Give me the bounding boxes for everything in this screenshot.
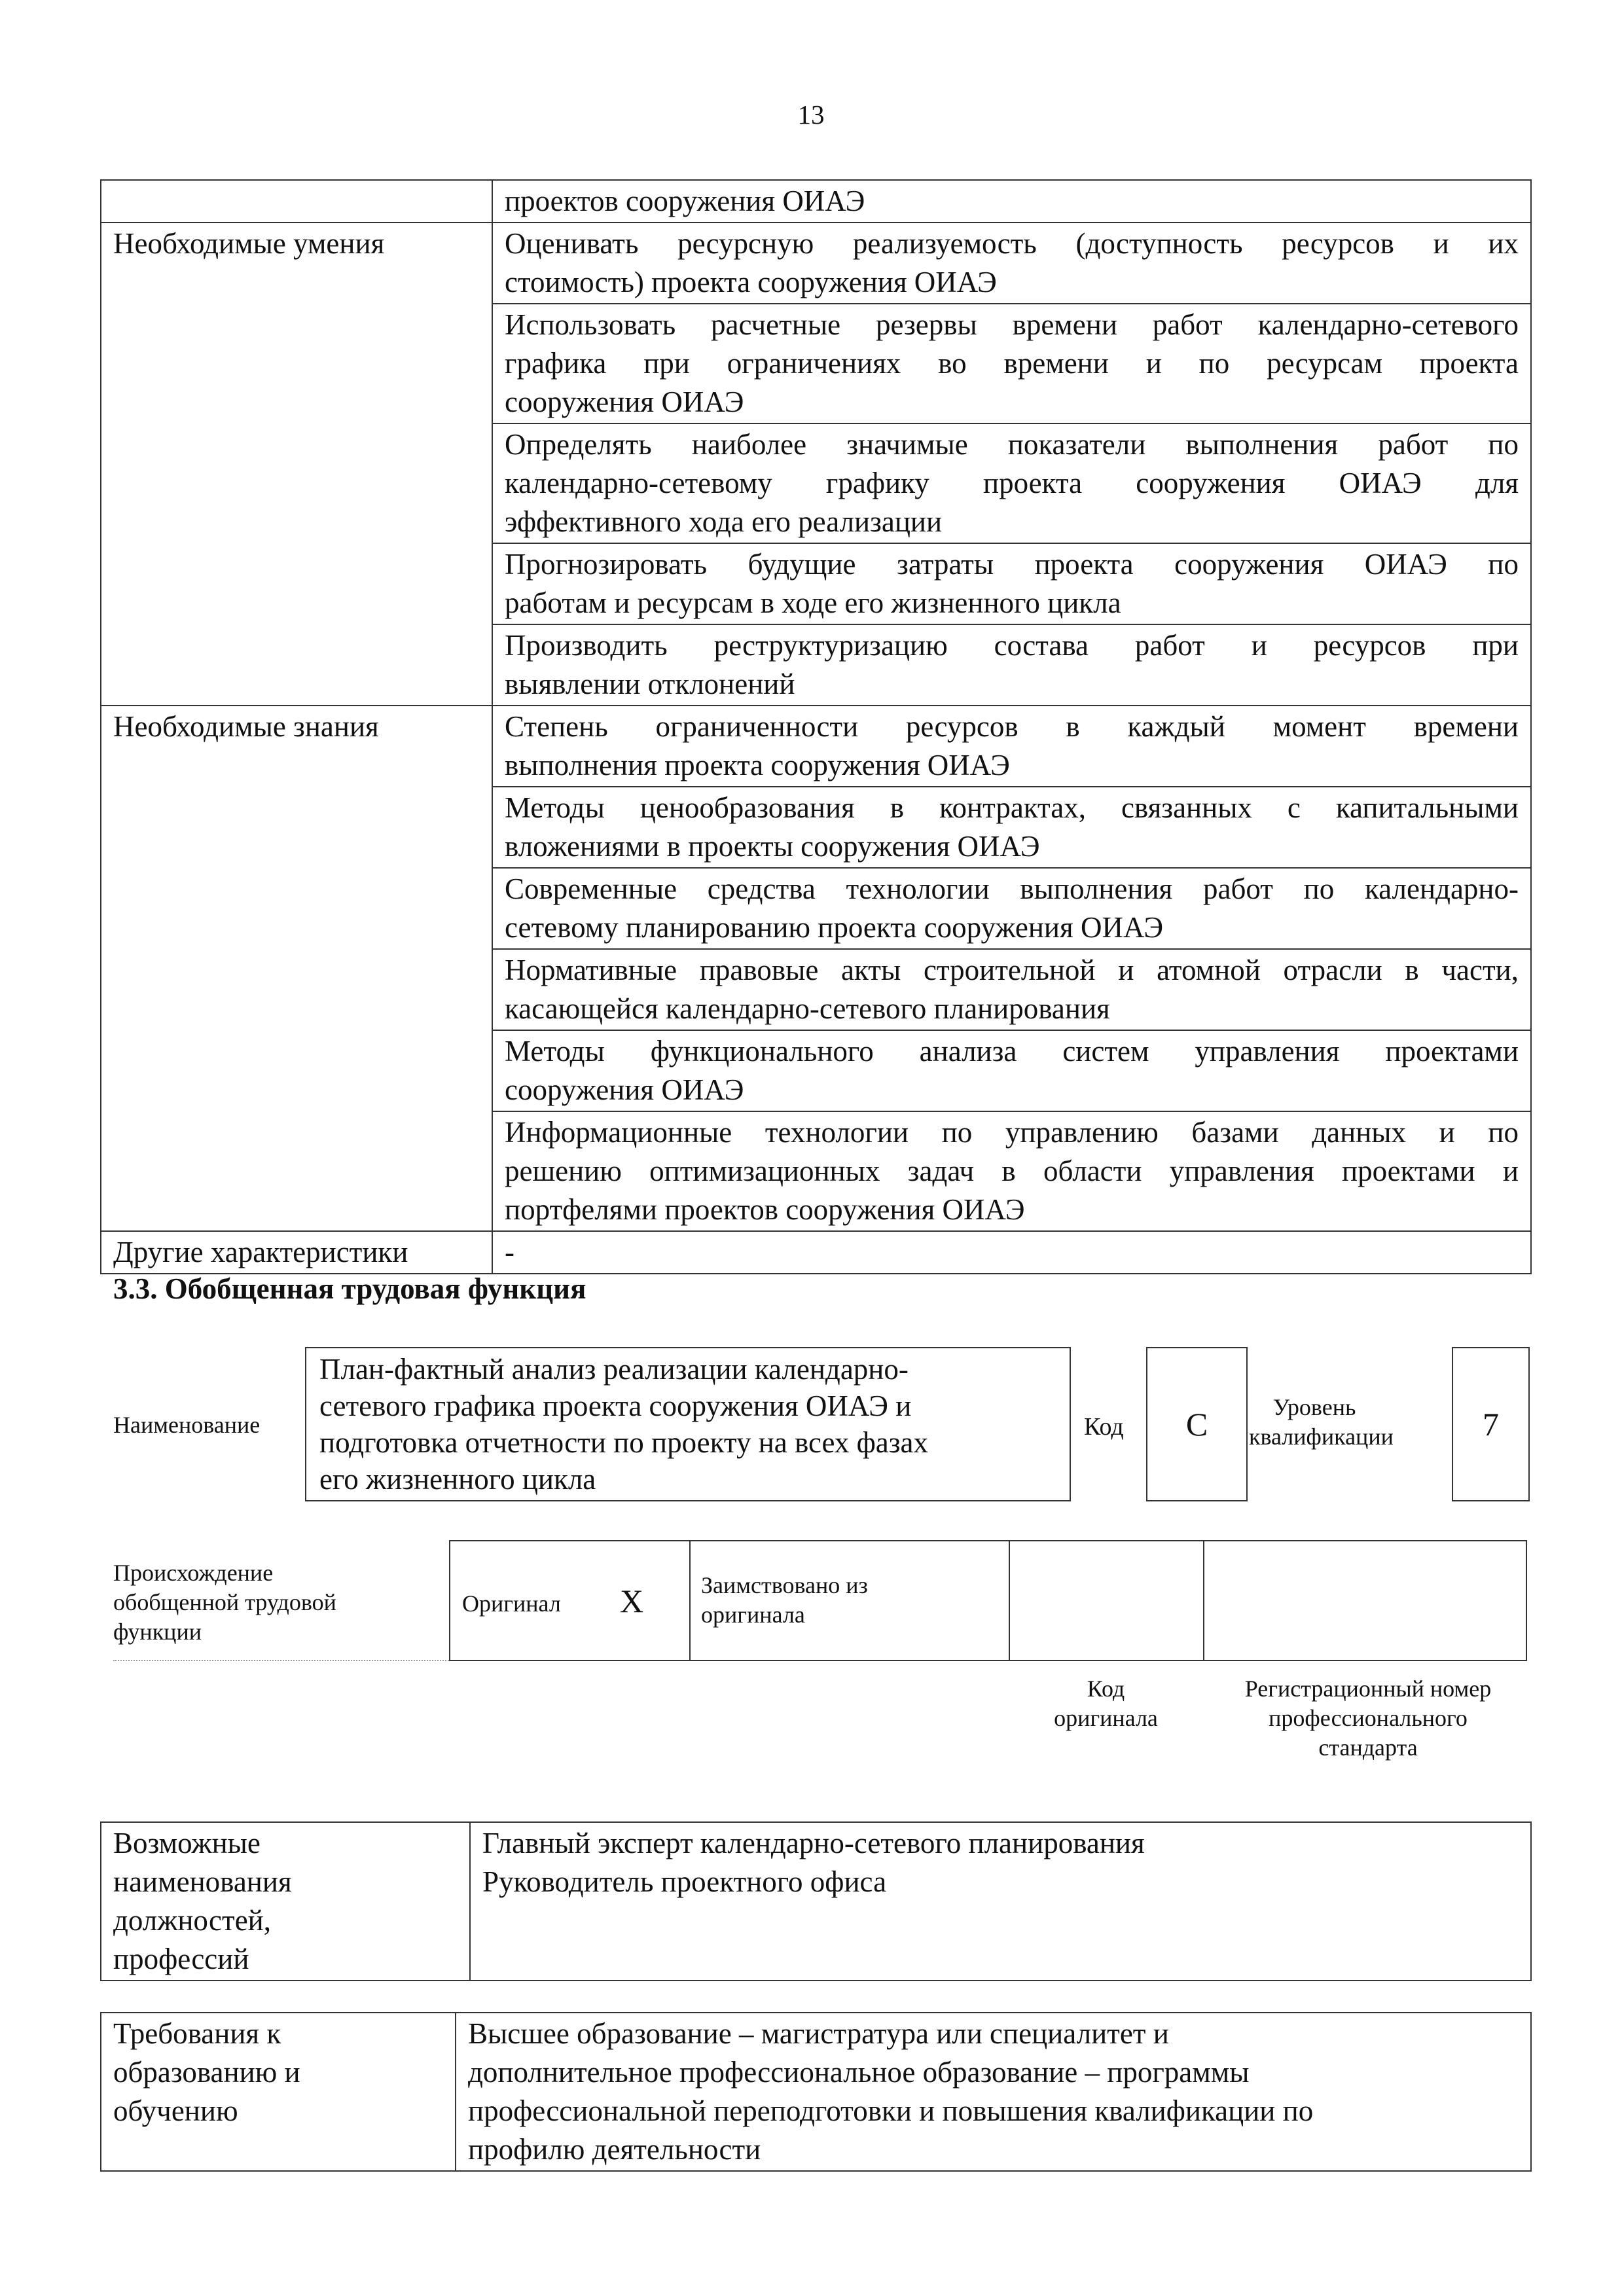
value-line: графика при ограничениях во времени и по ресурсам проекта: [505, 347, 1519, 380]
continuation-table: [100, 179, 1532, 1274]
table-row: [101, 706, 1531, 787]
value-line: -: [505, 1236, 514, 1268]
value-line: Производить реструктуризацию состава работ и ресурсов при: [505, 629, 1519, 662]
row-value: [492, 949, 1531, 1030]
code-value: C: [1146, 1347, 1248, 1501]
value-line: сооружения ОИАЭ: [505, 386, 744, 418]
section-heading: 3.3. Обобщенная трудовая функция: [113, 1272, 586, 1305]
value-line: эффективного хода его реализации: [505, 505, 943, 538]
original-label: Оригинал: [462, 1590, 561, 1617]
row-value: [492, 1030, 1531, 1111]
value-line: стоимость) проекта сооружения ОИАЭ: [505, 266, 997, 298]
label-line: обучению: [113, 2094, 238, 2127]
row-value: [492, 543, 1531, 624]
row-label: Необходимые знания: [101, 706, 492, 1231]
label-line: образованию и: [113, 2056, 300, 2089]
row-value: [492, 868, 1531, 949]
original-mark: X: [620, 1583, 644, 1619]
origin-box: [449, 1540, 1527, 1661]
caption-line: Регистрационный номер: [1244, 1676, 1492, 1702]
value-line: Высшее образование – магистратура или специалитет и: [468, 2017, 1169, 2050]
borrowed-label-line: оригинала: [701, 1602, 805, 1628]
title-line: План-фактный анализ реализации календарно-: [319, 1353, 909, 1386]
value-line: портфелями проектов сооружения ОИАЭ: [505, 1193, 1025, 1226]
label-line: Возможные: [113, 1827, 261, 1859]
caption-line: Код: [1087, 1676, 1125, 1702]
value-line: проектов сооружения ОИАЭ: [505, 185, 865, 217]
origin-label-line: обобщенной трудовой: [113, 1589, 336, 1615]
value-line: вложениями в проекты сооружения ОИАЭ: [505, 830, 1040, 863]
caption-line: оригинала: [1054, 1705, 1158, 1731]
label-line: наименования: [113, 1865, 292, 1898]
level-label: [1249, 1393, 1394, 1452]
value-line: Нормативные правовые акты строительной и атомной отрасли в части,: [505, 954, 1519, 986]
row-value: [492, 180, 1531, 223]
value-line: профилю деятельности: [468, 2133, 761, 2166]
value-line: сетевому планированию проекта сооружения ОИАЭ: [505, 911, 1164, 944]
value-line: сооружения ОИАЭ: [505, 1073, 744, 1106]
education-label: [101, 2013, 456, 2171]
positions-table: [100, 1821, 1532, 1981]
borrowed-label: [701, 1571, 868, 1630]
divider: [1203, 1540, 1204, 1661]
value-line: Степень ограниченности ресурсов в каждый момент времени: [505, 710, 1519, 743]
row-value: [492, 787, 1531, 868]
borrowed-label-line: Заимствовано из: [701, 1572, 868, 1598]
origin-label-line: функции: [113, 1619, 202, 1645]
value-line: Современные средства технологии выполнения работ по календарно-: [505, 872, 1519, 905]
value-line: Главный эксперт календарно-сетевого планирования: [482, 1827, 1145, 1859]
name-label: Наименование: [113, 1412, 261, 1438]
code-label: Код: [1084, 1413, 1124, 1441]
function-title-box: [305, 1347, 1071, 1501]
title-line: подготовка отчетности по проекту на всех фазах: [319, 1426, 929, 1459]
label-line: профессий: [113, 1943, 249, 1975]
education-value: [456, 2013, 1531, 2171]
row-value: [492, 223, 1531, 304]
row-value: [492, 624, 1531, 706]
title-line: его жизненного цикла: [319, 1463, 596, 1496]
label-line: должностей,: [113, 1904, 271, 1937]
value-line: Прогнозировать будущие затраты проекта сооружения ОИАЭ по: [505, 548, 1519, 581]
table-row: [101, 180, 1531, 223]
table-row: [101, 223, 1531, 304]
origin-label: [113, 1558, 336, 1647]
level-label-line: квалификации: [1249, 1424, 1394, 1450]
value-line: работам и ресурсам в ходе его жизненного цикла: [505, 586, 1121, 619]
caption-line: профессионального: [1269, 1705, 1468, 1731]
row-value: [492, 423, 1531, 543]
value-line: решению оптимизационных задач в области управления проектами и: [505, 1155, 1519, 1187]
value-line: профессиональной переподготовки и повышения квалификации по: [468, 2094, 1314, 2127]
value-line: выполнения проекта сооружения ОИАЭ: [505, 749, 1010, 781]
page-number: 13: [797, 99, 825, 130]
positions-value: [470, 1822, 1531, 1981]
reg-number-caption: [1198, 1674, 1538, 1763]
divider: [689, 1540, 691, 1661]
level-value: 7: [1452, 1347, 1530, 1501]
value-line: Методы функционального анализа систем управления проектами: [505, 1035, 1519, 1067]
table-row: [101, 1231, 1531, 1274]
divider: [1009, 1540, 1010, 1661]
value-line: Использовать расчетные резервы времени работ календарно-сетевого: [505, 308, 1519, 341]
row-label: Необходимые умения: [101, 223, 492, 706]
value-line: касающейся календарно-сетевого планирования: [505, 992, 1110, 1025]
row-value: [492, 1111, 1531, 1231]
value-line: Руководитель проектного офиса: [482, 1865, 887, 1898]
value-line: Методы ценообразования в контрактах, связанных с капитальными: [505, 791, 1519, 824]
positions-label: [101, 1822, 470, 1981]
row-label: Другие характеристики: [101, 1231, 492, 1274]
value-line: календарно-сетевому графику проекта сооружения ОИАЭ для: [505, 467, 1519, 499]
label-line: Требования к: [113, 2017, 281, 2050]
code-original-caption: [1009, 1674, 1203, 1733]
education-table: [100, 2012, 1532, 2172]
row-value: [492, 706, 1531, 787]
title-line: сетевого графика проекта сооружения ОИАЭ и: [319, 1390, 912, 1422]
origin-separator: [113, 1660, 449, 1661]
value-line: выявлении отклонений: [505, 668, 795, 700]
value-line: Оценивать ресурсную реализуемость (доступность ресурсов и их: [505, 227, 1519, 260]
caption-line: стандарта: [1318, 1734, 1418, 1761]
row-value: [492, 1231, 1531, 1274]
value-line: Определять наиболее значимые показатели выполнения работ по: [505, 428, 1519, 461]
row-label: [101, 180, 492, 223]
level-label-line: Уровень: [1272, 1394, 1356, 1420]
value-line: Информационные технологии по управлению базами данных и по: [505, 1116, 1519, 1149]
row-value: [492, 304, 1531, 423]
value-line: дополнительное профессиональное образование – программы: [468, 2056, 1250, 2089]
origin-label-line: Происхождение: [113, 1560, 274, 1586]
